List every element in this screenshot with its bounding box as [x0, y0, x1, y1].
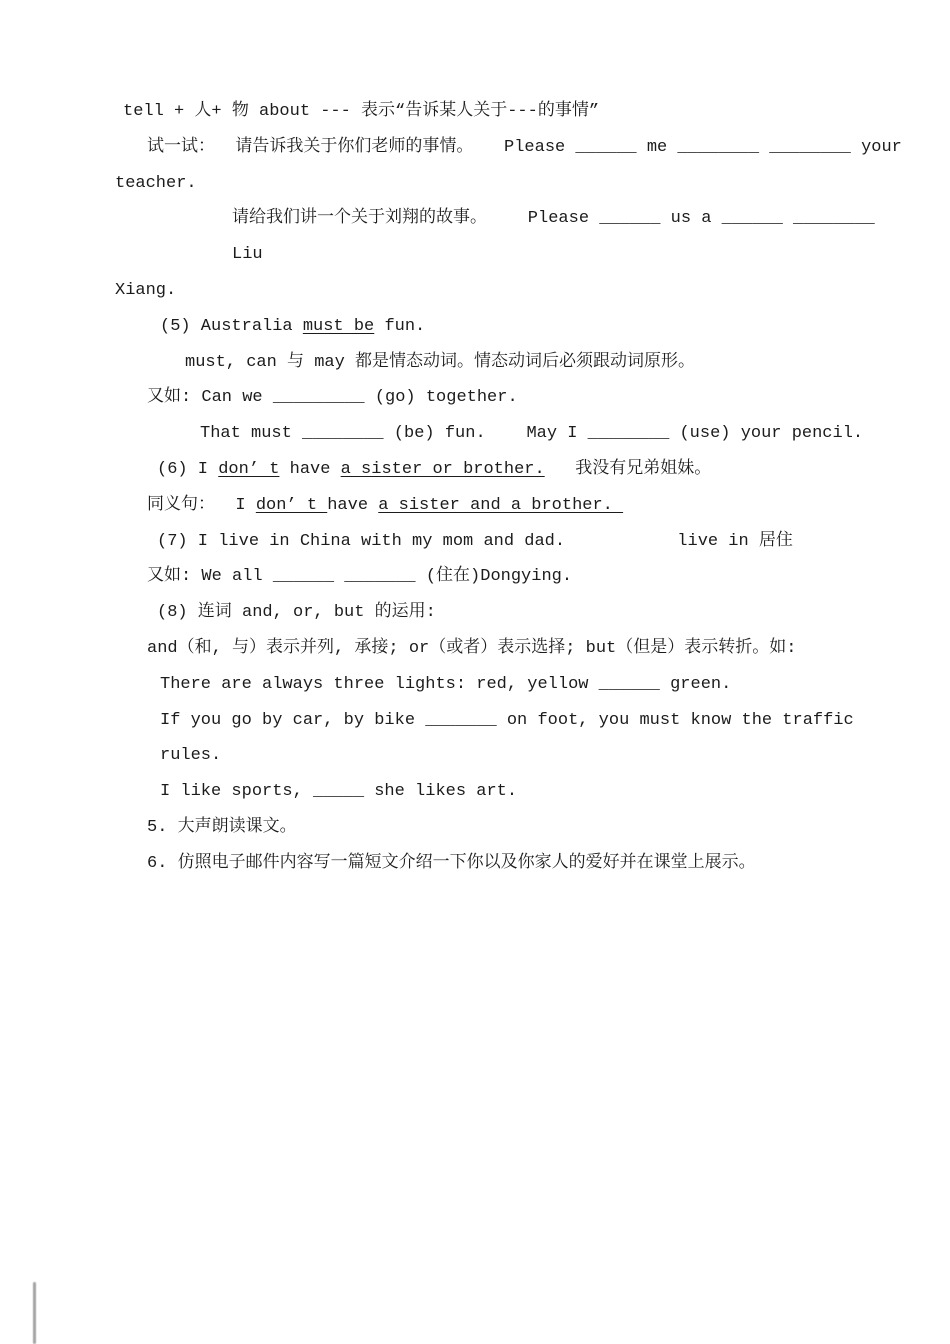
text-line — [147, 559, 905, 595]
text-line — [115, 166, 905, 202]
text-segment: (6) I — [157, 459, 219, 479]
text-line — [157, 452, 905, 488]
text-segment: and（和, 与）表示并列, 承接; or（或者）表示选择; but（但是）表示转折。如: — [147, 638, 797, 658]
text-segment: must, can 与 may 都是情态动词。情态动词后必须跟动词原形。 — [185, 352, 696, 372]
text-segment: 我没有兄弟姐妹。 — [544, 459, 712, 479]
text-segment: 5. 大声朗读课文。 — [147, 817, 297, 837]
text-line — [232, 201, 905, 273]
text-line — [147, 130, 905, 166]
text-line — [160, 703, 905, 775]
text-line — [147, 380, 905, 416]
text-segment: 请给我们讲一个关于刘翔的故事。 Please ______ us a ______ ________ Liu — [232, 209, 885, 265]
text-segment: 又如: Can we _________ (go) together. — [147, 388, 518, 408]
underlined-text: a sister or brother. — [340, 459, 545, 479]
text-segment: If you go by car, by bike _______ on foot, you must know the traffic rules. — [160, 710, 864, 766]
text-line — [123, 94, 905, 130]
text-line — [147, 631, 905, 667]
text-segment: 6. 仿照电子邮件内容写一篇短文介绍一下你以及你家人的爱好并在课堂上展示。 — [147, 853, 756, 873]
text-segment: have — [327, 495, 379, 515]
text-line — [200, 416, 905, 452]
underlined-text: don’ t — [218, 459, 280, 479]
text-segment: 试一试： 请告诉我关于你们老师的事情。 Please ______ me ________ ________ your — [147, 137, 902, 157]
text-segment: teacher. — [115, 173, 197, 193]
text-line — [147, 846, 905, 882]
underlined-text: a sister and a brother. — [378, 495, 624, 515]
text-line — [147, 810, 905, 846]
text-segment: (7) I live in China with my mom and dad. live in 居住 — [157, 531, 793, 551]
text-line — [185, 345, 905, 381]
text-line — [160, 774, 905, 810]
text-segment: 同义句： I — [147, 495, 256, 515]
text-line — [115, 273, 905, 309]
text-segment: There are always three lights: red, yellow ______ green. — [160, 674, 732, 694]
text-segment: Xiang. — [115, 280, 177, 300]
document-content — [115, 94, 905, 882]
text-segment: (5) Australia — [160, 316, 303, 336]
underlined-text: must be — [302, 316, 375, 336]
text-segment: fun. — [374, 316, 426, 336]
text-line — [160, 309, 905, 345]
text-line — [160, 667, 905, 703]
text-segment: That must ________ (be) fun. May I ________ (use) your pencil. — [200, 424, 864, 444]
text-segment: tell + 人+ 物 about --- 表示“告诉某人关于---的事情” — [123, 102, 600, 121]
scan-artifact — [33, 1282, 36, 1344]
text-segment: (8) 连词 and, or, but 的运用: — [157, 603, 436, 623]
text-line — [147, 488, 905, 524]
text-line — [157, 595, 905, 631]
underlined-text: don’ t — [255, 495, 328, 515]
text-segment: have — [279, 459, 341, 479]
text-segment: I like sports, _____ she likes art. — [160, 782, 518, 802]
text-segment: 又如: We all ______ _______ (住在)Dongying. — [147, 567, 573, 587]
text-line — [157, 524, 905, 560]
